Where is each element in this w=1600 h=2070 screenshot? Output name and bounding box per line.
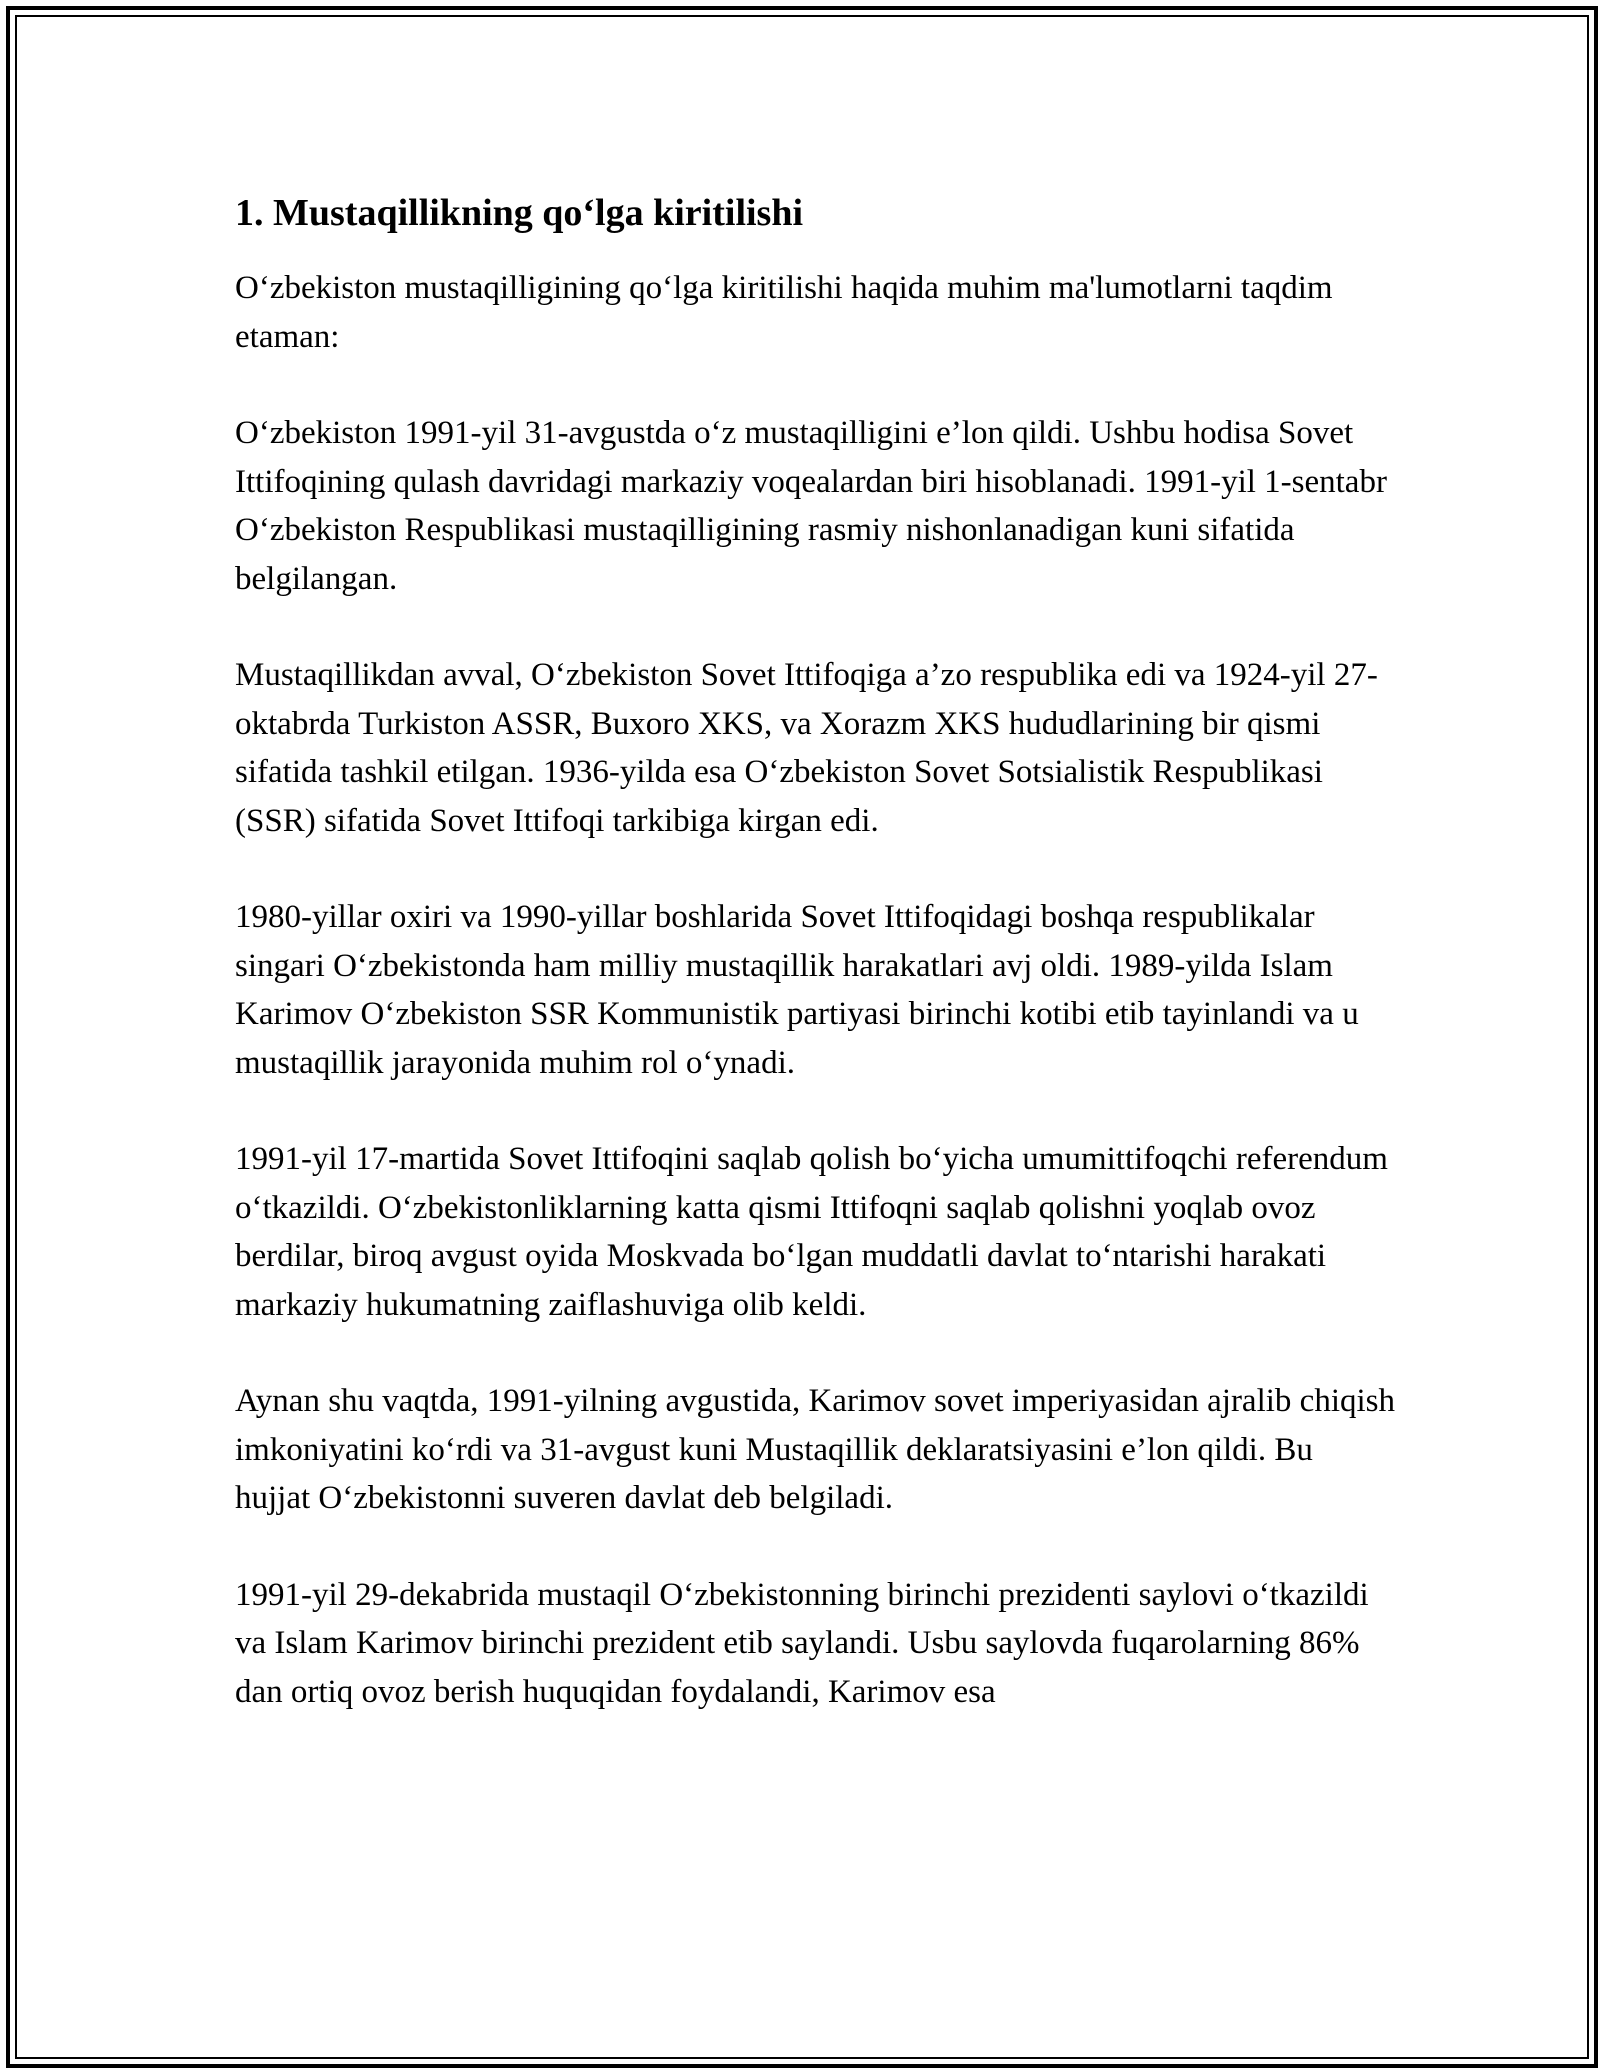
paragraph-declaration: O‘zbekiston 1991-yil 31-avgustda o‘z mustaqilligini e’lon qildi. Ushbu hodisa Sovet Ittifoqining qulash davridagi markaziy voqealardan biri hisoblanadi. 1991-yil 1-sentabr O‘zbekiston Respublikasi mustaqilligining rasmiy nishonlanadigan kuni sifatida belgilangan. (235, 415, 1387, 597)
section-heading: 1. Mustaqillikning qo‘lga kiritilishi (235, 192, 804, 234)
paragraph-referendum: 1991-yil 17-martida Sovet Ittifoqini saqlab qolish bo‘yicha umumittifoqchi referendum o‘tkazildi. O‘zbekistonliklarning katta qismi Ittifoqni saqlab qolishni yoqlab ovoz berdilar, biroq avgust oyida Moskvada bo‘lgan muddatli davlat to‘ntarishi harakati markaziy hukumatning zaiflashuviga olib keldi. (235, 1141, 1388, 1323)
paragraph-intro: O‘zbekiston mustaqilligining qo‘lga kiritilishi haqida muhim ma'lumotlarni taqdim etaman: (235, 270, 1333, 355)
paragraph-national-movements: 1980-yillar oxiri va 1990-yillar boshlarida Sovet Ittifoqidagi boshqa respublikalar singari O‘zbekistonda ham milliy mustaqillik harakatlari avj oldi. 1989-yilda Islam Karimov O‘zbekiston SSR Kommunistik partiyasi birinchi kotibi etib tayinlandi va u mustaqillik jarayonida muhim rol o‘ynadi. (235, 899, 1359, 1081)
document-body (235, 188, 1395, 1764)
paragraph-presidential-election: 1991-yil 29-dekabrida mustaqil O‘zbekistonning birinchi prezidenti saylovi o‘tkazildi va Islam Karimov birinchi prezident etib saylandi. Usbu saylovda fuqarolarning 86% dan ortiq ovoz berish huquqidan foydalandi, Karimov esa (235, 1576, 1369, 1710)
paragraph-independence-declaration: Aynan shu vaqtda, 1991-yilning avgustida, Karimov sovet imperiyasidan ajralib chiqish imkoniyatini ko‘rdi va 31-avgust kuni Mustaqillik deklaratsiyasini e’lon qildi. Bu hujjat O‘zbekistonni suveren davlat deb belgiladi. (235, 1383, 1395, 1516)
paragraph-before-independence: Mustaqillikdan avval, O‘zbekiston Sovet Ittifoqiga a’zo respublika edi va 1924-yil 27-oktabrda Turkiston ASSR, Buxoro XKS, va Xorazm XKS hududlarining bir qismi sifatida tashkil etilgan. 1936-yilda esa O‘zbekiston Sovet Sotsialistik Respublikasi (SSR) sifatida Sovet Ittifoqi tarkibiga kirgan edi. (235, 657, 1378, 839)
